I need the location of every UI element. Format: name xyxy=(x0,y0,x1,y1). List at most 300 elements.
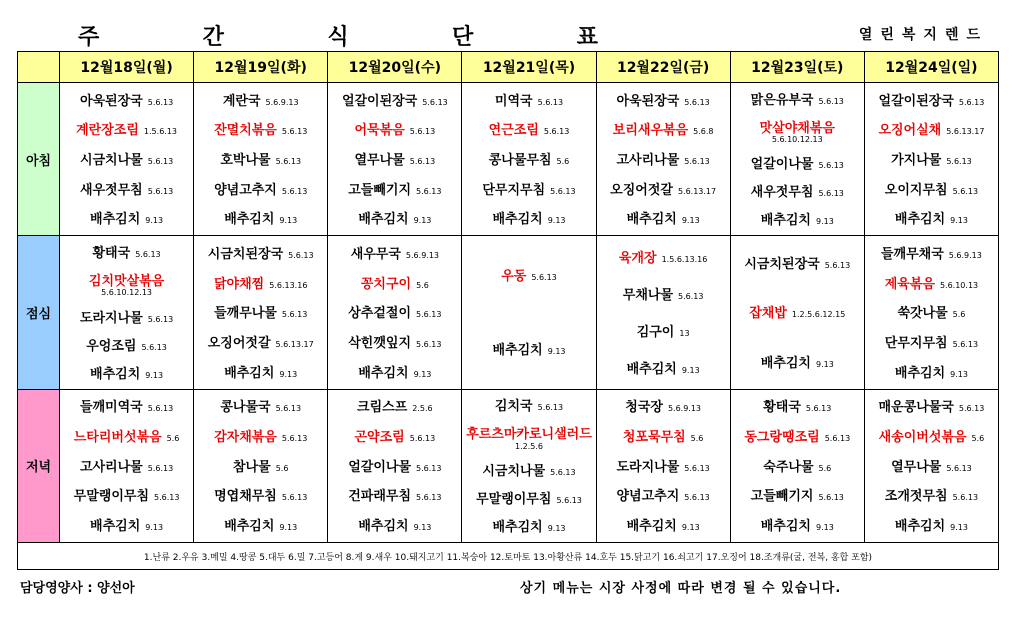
menu-item xyxy=(731,457,864,475)
menu-item xyxy=(194,457,327,475)
meal-row xyxy=(18,236,999,389)
menu-item-list xyxy=(60,390,193,542)
menu-cell xyxy=(328,236,462,389)
dish-name: 배추김치 xyxy=(626,518,677,534)
dish-name: 무채나물 xyxy=(622,287,674,303)
dish-name: 오징어젓갈 xyxy=(610,182,673,198)
menu-item xyxy=(60,150,193,168)
change-notice: 상기 메뉴는 시장 사정에 따라 변경 될 수 있습니다. xyxy=(520,581,842,596)
menu-item xyxy=(597,248,730,266)
menu-item xyxy=(865,150,998,168)
dish-name: 청포묵무침 xyxy=(622,429,686,445)
allergen-codes: 5.6.13 xyxy=(147,156,174,166)
dish-name: 단무지무침 xyxy=(482,182,546,198)
menu-item xyxy=(60,120,193,138)
allergen-codes: 5.6.10.13 xyxy=(939,280,979,290)
menu-item xyxy=(597,322,730,340)
dish-name: 숙주나물 xyxy=(763,459,814,475)
menu-item xyxy=(865,303,998,321)
dish-name: 매운콩나물국 xyxy=(878,400,954,416)
allergen-codes: 5.6.13 xyxy=(141,342,167,352)
dish-name: 상추겉절이 xyxy=(348,306,412,322)
menu-cell xyxy=(462,236,596,389)
meal-label: 아침 xyxy=(18,83,60,236)
menu-item xyxy=(865,427,998,445)
allergen-codes: 5.6.9.13 xyxy=(265,97,299,107)
allergen-codes: 9.13 xyxy=(413,369,432,379)
menu-item xyxy=(60,486,193,504)
dish-name: 무말랭이무침 xyxy=(73,489,150,505)
menu-cell xyxy=(194,83,328,236)
dish-name: 육개장 xyxy=(618,250,657,266)
menu-item xyxy=(597,209,730,227)
menu-cell xyxy=(864,236,998,389)
dish-name: 조개젓무침 xyxy=(884,489,948,505)
dish-name: 새우젓무침 xyxy=(79,182,143,198)
menu-item xyxy=(865,91,998,109)
dish-name: 삭힌깻잎지 xyxy=(348,335,412,351)
allergen-codes: 5.6.13 xyxy=(550,468,576,478)
menu-item xyxy=(462,461,595,479)
menu-item xyxy=(328,363,461,381)
dish-name: 배추김치 xyxy=(760,518,811,534)
allergen-codes: 5.6.13 xyxy=(147,463,174,473)
dish-name: 배추김치 xyxy=(492,519,543,535)
allergen-codes: 5.6 xyxy=(690,433,704,443)
day-header: 12월22일(금) xyxy=(596,52,730,83)
allergen-codes: 5.6.13 xyxy=(147,404,174,414)
allergen-codes: 9.13 xyxy=(681,216,700,226)
allergen-codes: 9.13 xyxy=(413,216,432,226)
allergen-codes: 5.6.13 xyxy=(531,273,557,283)
allergen-codes: 5.6.13 xyxy=(946,463,972,473)
menu-item xyxy=(731,210,864,228)
allergen-codes: 5.6 xyxy=(971,433,985,443)
menu-item xyxy=(462,340,595,358)
allergen-codes: 5.6.13 xyxy=(958,404,985,414)
menu-item xyxy=(328,516,461,534)
menu-item xyxy=(60,427,193,445)
dish-name: 우엉조림 xyxy=(86,338,137,354)
menu-item xyxy=(194,120,327,138)
dish-name: 배추김치 xyxy=(90,366,141,382)
dish-name: 콩나물무침 xyxy=(488,152,552,168)
dish-name: 김구이 xyxy=(636,324,675,340)
allergen-codes: 5.6 xyxy=(275,463,289,473)
menu-item xyxy=(194,486,327,504)
allergen-codes: 5.6 xyxy=(556,156,570,166)
allergen-codes: 5.6.13 xyxy=(281,433,308,443)
dish-name: 아욱된장국 xyxy=(616,93,680,109)
allergen-codes: 5.6.13.17 xyxy=(275,339,314,349)
menu-item xyxy=(462,396,595,414)
dish-name: 잔멸치볶음 xyxy=(214,123,277,139)
menu-item xyxy=(328,120,461,138)
day-header-row xyxy=(18,52,999,83)
allergen-codes: 5.6.13 xyxy=(416,493,442,503)
menu-item-list xyxy=(60,83,193,235)
menu-item xyxy=(60,180,193,198)
allergen-codes: 5.6.13 xyxy=(416,339,442,349)
allergen-codes: 9.13 xyxy=(547,523,566,533)
menu-item xyxy=(597,486,730,504)
dish-name: 건파래무침 xyxy=(348,489,412,505)
dish-name: 새송이버섯볶음 xyxy=(878,429,967,445)
dish-name: 고사리나물 xyxy=(616,152,680,168)
allergen-codes: 5.6.13 xyxy=(281,493,308,503)
menu-item xyxy=(462,517,595,535)
dish-name: 배추김치 xyxy=(224,365,275,381)
weekly-menu-table xyxy=(17,51,999,570)
menu-item-list xyxy=(328,236,461,388)
allergen-codes: 5.6.13 xyxy=(416,310,442,320)
allergen-codes: 9.13 xyxy=(413,522,432,532)
menu-cell xyxy=(864,389,998,542)
dish-name: 시금치된장국 xyxy=(744,256,820,272)
menu-item xyxy=(731,154,864,172)
menu-item xyxy=(194,363,327,381)
dish-name: 오징어실채 xyxy=(878,123,942,139)
menu-cell xyxy=(596,236,730,389)
dish-name: 배추김치 xyxy=(492,343,543,359)
menu-item-list xyxy=(462,390,595,542)
menu-item-list xyxy=(597,390,730,542)
dietitian-name: 담당영양사 : 양선아 xyxy=(20,581,135,596)
allergen-codes: 9.13 xyxy=(950,369,968,379)
allergen-codes: 5.6.13 xyxy=(824,433,851,443)
menu-item xyxy=(597,516,730,534)
menu-cell xyxy=(194,389,328,542)
menu-item-list xyxy=(731,390,864,542)
allergen-codes: 5.6.13 xyxy=(409,156,436,166)
allergen-codes: 5.6.13 xyxy=(409,127,436,137)
menu-item xyxy=(194,333,327,351)
menu-item xyxy=(194,244,327,262)
dish-name: 도라지나물 xyxy=(79,310,143,326)
dish-name: 콩나물국 xyxy=(220,400,271,416)
allergen-legend: 1.난류 2.우유 3.메밀 4.땅콩 5.대두 6.밀 7.고등어 8.게 9.새우 10.돼지고기 11.복숭아 12.토마토 13.아황산류 14.호두 15.닭고기 16.쇠고기 17.오징어 18.조개류(굴, 전복, 홍합 포함) xyxy=(18,543,999,570)
allergen-codes: 5.6.13 xyxy=(275,156,302,166)
menu-item xyxy=(60,308,193,326)
dish-name: 시금치나물 xyxy=(482,464,546,480)
menu-item xyxy=(462,209,595,227)
dish-name: 배추김치 xyxy=(224,212,275,228)
menu-item xyxy=(60,457,193,475)
allergen-codes: 5.6.13 xyxy=(818,493,844,503)
dish-name: 쑥갓나물 xyxy=(897,306,948,322)
menu-item-list xyxy=(597,83,730,235)
dish-name: 고들빼기지 xyxy=(348,182,412,198)
allergen-codes: 5.6.13 xyxy=(281,127,308,137)
menu-item xyxy=(60,336,193,354)
menu-item xyxy=(462,150,595,168)
allergen-codes: 5.6.13.17 xyxy=(677,186,717,196)
dish-name: 크림스프 xyxy=(357,400,408,416)
menu-item xyxy=(731,427,864,445)
dish-name: 고들빼기지 xyxy=(750,489,814,505)
dish-name: 열무나물 xyxy=(354,152,405,168)
menu-item xyxy=(597,150,730,168)
menu-item xyxy=(865,363,998,381)
menu-item xyxy=(865,244,998,262)
menu-cell xyxy=(462,389,596,542)
dish-name: 배추김치 xyxy=(894,518,946,534)
allergen-codes: 5.6.13 xyxy=(416,463,442,473)
menu-cell xyxy=(328,83,462,236)
menu-item xyxy=(328,457,461,475)
menu-item-list xyxy=(865,83,998,235)
dish-name: 새우젓무침 xyxy=(750,185,814,201)
menu-item-list xyxy=(328,83,461,235)
dish-name: 얼갈이나물 xyxy=(750,157,814,173)
allergen-codes: 5.6.13 xyxy=(537,97,564,107)
menu-item xyxy=(462,489,595,507)
menu-item-list xyxy=(462,236,595,388)
dish-name: 양념고추지 xyxy=(616,489,680,505)
allergen-codes: 5.6.13 xyxy=(946,156,972,166)
dish-name: 열무나물 xyxy=(891,459,942,475)
allergen-codes: 5.6.13 xyxy=(422,97,448,107)
menu-item xyxy=(194,397,327,415)
allergen-codes: 5.6.13 xyxy=(154,493,180,503)
menu-item xyxy=(60,271,193,298)
allergen-codes: 5.6 xyxy=(818,463,832,473)
dish-name: 감자채볶음 xyxy=(214,429,277,445)
menu-item xyxy=(865,180,998,198)
meal-row xyxy=(18,389,999,542)
menu-cell xyxy=(596,83,730,236)
dish-name: 오이지무침 xyxy=(884,182,948,198)
menu-item xyxy=(597,397,730,415)
menu-cell xyxy=(60,236,194,389)
day-header: 12월18일(월) xyxy=(60,52,194,83)
menu-item xyxy=(731,182,864,200)
allergen-codes: 5.6.13 xyxy=(818,161,844,171)
menu-item xyxy=(194,209,327,227)
dish-name: 배추김치 xyxy=(760,355,811,371)
allergen-codes: 1.2.5.6 xyxy=(514,441,543,451)
menu-item xyxy=(328,91,461,109)
allergen-codes: 5.6.9.13 xyxy=(667,404,702,414)
allergen-codes: 5.6.13 xyxy=(678,291,704,301)
menu-cell xyxy=(596,389,730,542)
page-title xyxy=(78,20,598,50)
menu-item-list xyxy=(462,83,595,235)
menu-item xyxy=(731,397,864,415)
allergen-codes: 9.13 xyxy=(950,216,968,226)
title-char: 단 xyxy=(452,24,474,50)
dish-name: 배추김치 xyxy=(358,212,409,228)
dish-name: 새우무국 xyxy=(350,247,401,262)
dish-name: 가지나물 xyxy=(891,152,942,168)
allergen-codes: 9.13 xyxy=(145,216,164,226)
day-header: 12월24일(일) xyxy=(864,52,998,83)
dish-name: 배추김치 xyxy=(358,518,409,534)
dish-name: 우동 xyxy=(501,269,527,285)
menu-item xyxy=(60,243,193,261)
allergen-codes: 5.6.13 xyxy=(288,251,314,260)
allergen-codes: 9.13 xyxy=(547,216,566,226)
menu-item-list xyxy=(194,390,327,542)
allergen-codes: 5.6.13 xyxy=(281,310,308,320)
allergen-codes: 5.6.13 xyxy=(147,97,174,107)
dish-name: 맑은유부국 xyxy=(750,92,814,108)
menu-item xyxy=(194,303,327,321)
allergen-codes: 5.6.13 xyxy=(537,403,564,413)
allergen-codes: 9.13 xyxy=(145,370,164,380)
allergen-codes: 9.13 xyxy=(279,216,298,226)
menu-item xyxy=(597,359,730,377)
dish-name: 닭야채찜 xyxy=(214,276,265,292)
menu-item-list xyxy=(194,83,327,235)
menu-item xyxy=(865,516,998,534)
corner-cell xyxy=(18,52,60,83)
allergen-codes: 5.6.13.17 xyxy=(946,127,985,137)
menu-item xyxy=(865,333,998,351)
allergen-codes: 2.5.6 xyxy=(412,404,433,414)
menu-item xyxy=(731,303,864,321)
dish-name: 김치국 xyxy=(494,399,533,415)
allergen-codes: 5.6.13 xyxy=(416,186,442,196)
dish-name: 오징어젓갈 xyxy=(207,335,271,351)
meal-row xyxy=(18,83,999,236)
menu-cell xyxy=(328,389,462,542)
menu-item xyxy=(462,266,595,284)
menu-cell xyxy=(60,389,194,542)
dish-name: 배추김치 xyxy=(90,518,141,534)
menu-item xyxy=(597,91,730,109)
dish-name: 아욱된장국 xyxy=(79,93,143,109)
menu-item xyxy=(328,150,461,168)
dish-name: 배추김치 xyxy=(760,213,811,229)
dish-name: 곤약조림 xyxy=(354,429,405,445)
dish-name: 들깨무채국 xyxy=(880,247,944,262)
menu-item xyxy=(731,254,864,272)
allergen-codes: 5.6 xyxy=(952,310,966,320)
dish-name: 배추김치 xyxy=(626,361,677,377)
menu-item xyxy=(328,209,461,227)
menu-item xyxy=(60,516,193,534)
dish-name: 제육볶음 xyxy=(884,276,935,292)
menu-cell xyxy=(462,83,596,236)
dish-name: 꽁치구이 xyxy=(360,276,412,292)
menu-item xyxy=(194,516,327,534)
allergen-codes: 5.6.13 xyxy=(684,493,710,503)
menu-item xyxy=(194,91,327,109)
menu-item-list xyxy=(865,390,998,542)
menu-item xyxy=(597,120,730,138)
allergen-codes: 1.5.6.13.16 xyxy=(661,254,708,264)
allergen-codes: 5.6.13 xyxy=(805,404,832,414)
allergen-codes: 5.6.13 xyxy=(556,495,582,505)
menu-cell xyxy=(730,83,864,236)
menu-cell xyxy=(730,236,864,389)
dish-name: 배추김치 xyxy=(626,212,677,228)
allergen-codes: 5.6 xyxy=(166,433,180,443)
menu-item xyxy=(60,364,193,382)
dish-name: 들깨무나물 xyxy=(214,306,277,322)
menu-cell xyxy=(864,83,998,236)
title-char: 식 xyxy=(327,24,349,50)
dish-name: 시금치나물 xyxy=(79,152,143,168)
menu-item xyxy=(194,274,327,292)
dish-name: 들깨미역국 xyxy=(79,400,143,416)
allergen-codes: 5.6.9.13 xyxy=(948,251,982,260)
menu-item-list xyxy=(328,390,461,542)
allergen-codes: 9.13 xyxy=(145,522,164,532)
dish-name: 고사리나물 xyxy=(79,459,143,475)
menu-item xyxy=(731,486,864,504)
meal-label: 저녁 xyxy=(18,389,60,542)
allergen-codes: 5.6.13 xyxy=(818,189,844,199)
menu-item-list xyxy=(731,236,864,388)
legend-row xyxy=(18,543,999,570)
allergen-codes: 5.6.13 xyxy=(543,127,570,137)
menu-item xyxy=(731,353,864,371)
menu-item-list xyxy=(731,83,864,235)
menu-item xyxy=(194,180,327,198)
allergen-codes: 5.6.13 xyxy=(550,186,576,196)
dish-name: 어묵볶음 xyxy=(354,123,405,139)
dish-name: 배추김치 xyxy=(358,365,409,381)
allergen-codes: 9.13 xyxy=(815,522,834,532)
dish-name: 맛살야채볶음 xyxy=(759,120,835,136)
menu-item xyxy=(328,427,461,445)
dish-name: 배추김치 xyxy=(894,365,946,381)
dish-name: 시금치된장국 xyxy=(207,247,284,262)
menu-cell xyxy=(194,236,328,389)
menu-item xyxy=(328,244,461,262)
dish-name: 청국장 xyxy=(625,400,663,416)
dish-name: 느타리버섯볶음 xyxy=(73,429,162,445)
menu-item-list xyxy=(865,236,998,388)
day-header: 12월23일(토) xyxy=(730,52,864,83)
dish-name: 배추김치 xyxy=(492,212,543,228)
dish-name: 도라지나물 xyxy=(616,459,680,475)
allergen-codes: 5.6.13 xyxy=(147,314,174,324)
menu-item xyxy=(328,486,461,504)
allergen-codes: 5.6.13 xyxy=(135,250,161,260)
allergen-codes: 5.6.13 xyxy=(275,404,302,414)
allergen-codes: 9.13 xyxy=(279,369,298,379)
meal-label: 점심 xyxy=(18,236,60,389)
allergen-codes: 5.6.13 xyxy=(952,493,979,503)
title-char: 표 xyxy=(576,24,598,50)
allergen-codes: 9.13 xyxy=(681,365,700,375)
allergen-codes: 5.6.13 xyxy=(952,186,979,196)
dish-name: 황태국 xyxy=(763,400,801,416)
allergen-codes: 5.6.13 xyxy=(684,463,710,473)
allergen-codes: 5.6.10.12.13 xyxy=(771,135,823,144)
allergen-codes: 9.13 xyxy=(950,522,968,532)
dish-name: 얼갈이된장국 xyxy=(341,93,418,109)
allergen-codes: 13 xyxy=(679,328,690,338)
allergen-codes: 5.6.13 xyxy=(958,97,985,107)
menu-item-list xyxy=(60,236,193,388)
dish-name: 양념고추지 xyxy=(214,182,277,198)
menu-item xyxy=(865,120,998,138)
dish-name: 황태국 xyxy=(92,246,131,262)
menu-item xyxy=(328,397,461,415)
organization-name: 열린복지렌드 xyxy=(858,27,988,43)
menu-item xyxy=(328,333,461,351)
dish-name: 김치맛살볶음 xyxy=(88,274,165,290)
allergen-codes: 5.6.10.12.13 xyxy=(101,288,153,298)
menu-item xyxy=(865,209,998,227)
allergen-codes: 5.6 xyxy=(416,280,429,290)
allergen-codes: 1.5.6.13 xyxy=(143,127,177,137)
menu-item xyxy=(865,397,998,415)
